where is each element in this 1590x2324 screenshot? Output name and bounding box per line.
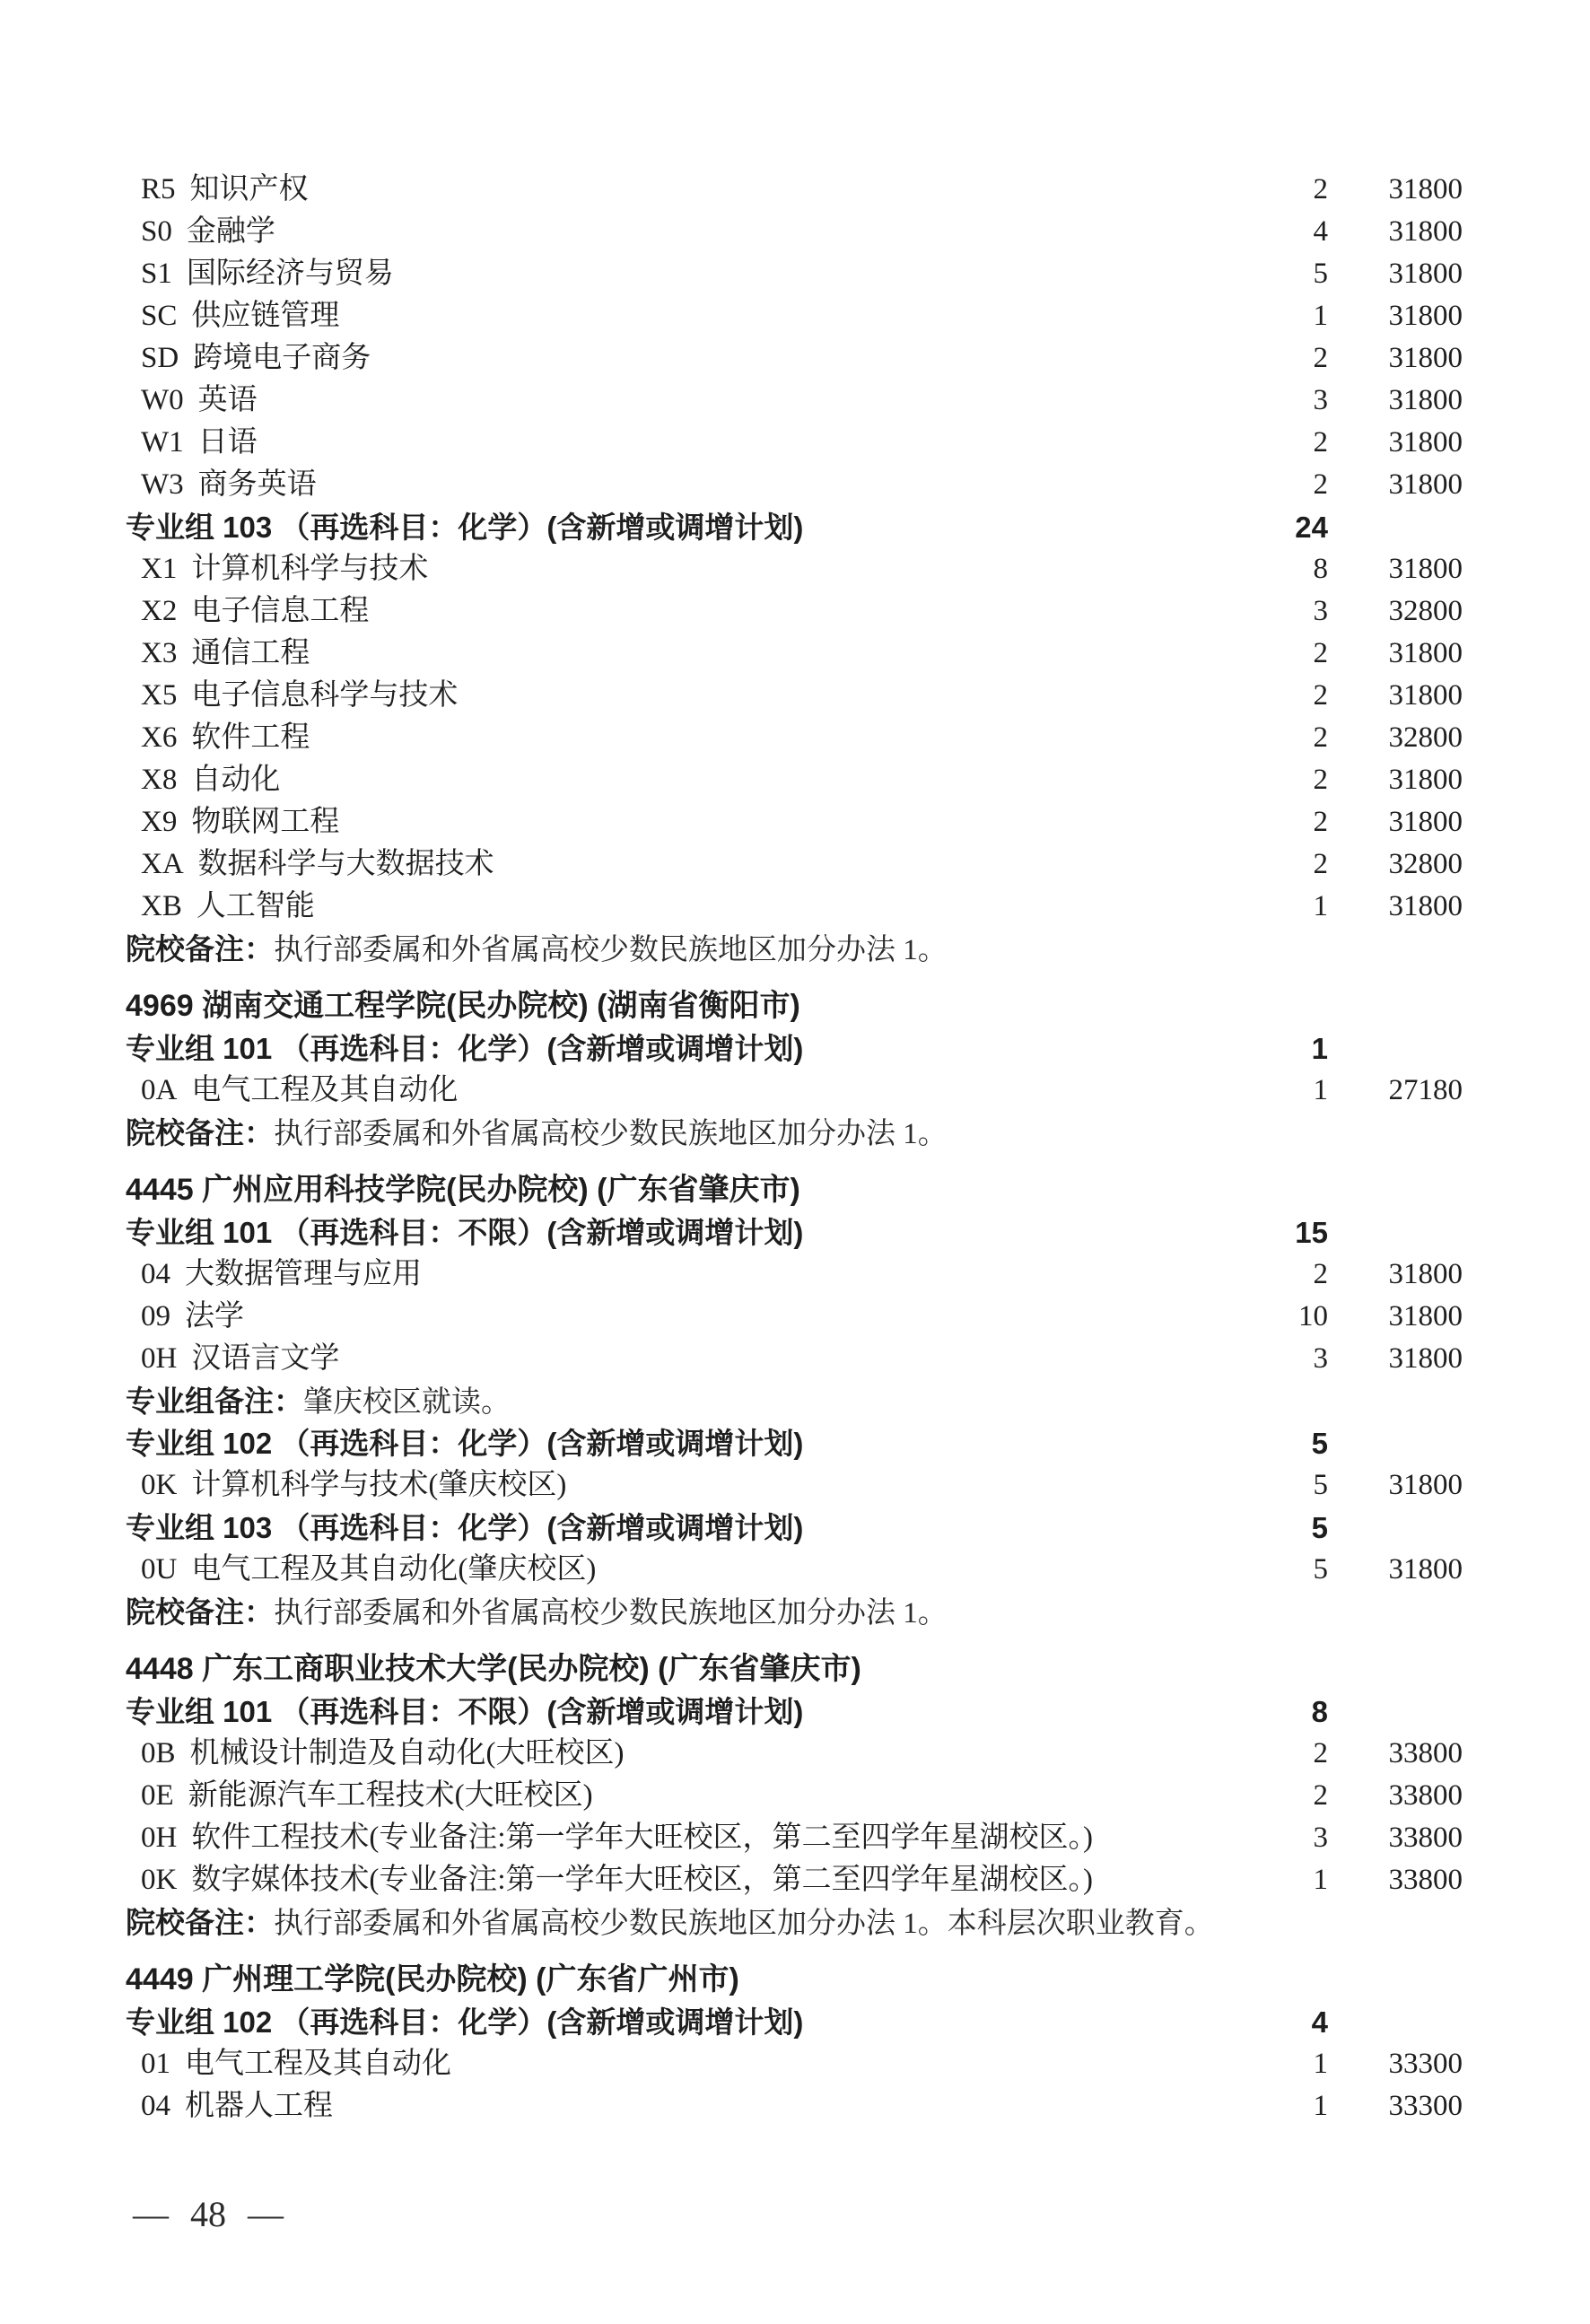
table-row-note	[0, 928, 1590, 970]
major-code: 01	[141, 2048, 170, 2080]
table-row-group	[0, 2001, 1590, 2043]
plan-count: 24	[1295, 511, 1328, 544]
plan-count: 5	[1313, 258, 1328, 290]
row-main-cell	[126, 1549, 1193, 1591]
table-row-major	[0, 1859, 1590, 1901]
note-label: 院校备注：	[126, 1116, 274, 1149]
row-main-cell	[126, 2085, 1193, 2127]
note-text: 执行部委属和外省属高校少数民族地区加分办法 1。	[274, 934, 948, 966]
major-code: 0U	[141, 1553, 178, 1586]
plan-count: 8	[1311, 1695, 1328, 1728]
row-main-cell	[126, 1733, 1193, 1775]
tuition-fee: 31800	[1388, 553, 1463, 585]
row-main-cell	[126, 1901, 1214, 1945]
plan-count: 2	[1313, 764, 1328, 796]
table-row-major	[0, 1070, 1590, 1112]
table-row-major	[0, 1817, 1590, 1859]
row-main-cell	[126, 464, 1193, 506]
tuition-fee: 33800	[1388, 1737, 1463, 1769]
plan-count: 2	[1313, 173, 1328, 205]
table-row-major	[0, 717, 1590, 759]
major-name: 英语	[197, 384, 258, 416]
major-code: X9	[141, 806, 178, 838]
tuition-fee: 31800	[1388, 637, 1463, 669]
table-row-major	[0, 1338, 1590, 1380]
row-main-cell	[126, 1464, 1193, 1507]
major-name: 知识产权	[189, 173, 309, 205]
row-main-cell	[126, 1691, 1193, 1733]
major-name: 电气工程及其自动化(肇庆校区)	[191, 1553, 597, 1586]
note-label: 院校备注：	[126, 1906, 274, 1939]
row-main-cell	[126, 1648, 1193, 1691]
plan-count: 1	[1313, 890, 1328, 922]
major-code: 0A	[141, 1074, 178, 1106]
table-row-school	[0, 1959, 1590, 2001]
row-main-cell	[126, 1775, 1193, 1817]
tuition-fee: 31800	[1388, 426, 1463, 459]
tuition-fee: 32800	[1388, 721, 1463, 754]
major-code: 04	[141, 1258, 170, 1290]
note-label: 专业组备注：	[126, 1385, 303, 1418]
row-main-cell	[126, 169, 1193, 211]
note-text: 执行部委属和外省属高校少数民族地区加分办法 1。本科层次职业教育。	[274, 1908, 1214, 1940]
major-code: S0	[141, 215, 172, 248]
table-row-major	[0, 548, 1590, 590]
tuition-fee: 31800	[1388, 890, 1463, 922]
major-name: 数据科学与大数据技术	[197, 848, 494, 880]
plan-count: 15	[1295, 1216, 1328, 1249]
school-header: 4969 湖南交通工程学院(民办院校) (湖南省衡阳市)	[126, 989, 800, 1023]
plan-count: 1	[1313, 2048, 1328, 2080]
tuition-fee: 31800	[1388, 1258, 1463, 1290]
plan-table	[0, 169, 1590, 2127]
major-name: 汉语言文学	[191, 1342, 340, 1375]
major-code: X3	[141, 637, 178, 669]
major-name: 自动化	[191, 764, 281, 796]
table-row-major	[0, 1254, 1590, 1296]
tuition-fee: 31800	[1388, 384, 1463, 416]
tuition-fee: 31800	[1388, 1342, 1463, 1375]
major-group-header: 专业组 101 （再选科目：化学）(含新增或调增计划)	[126, 1032, 804, 1065]
plan-count: 4	[1313, 215, 1328, 248]
footer-dash-right: —	[248, 2194, 284, 2234]
tuition-fee: 32800	[1388, 595, 1463, 627]
major-name: 新能源汽车工程技术(大旺校区)	[188, 1779, 593, 1812]
page-footer	[133, 2188, 284, 2241]
major-name: 商务英语	[197, 468, 317, 501]
major-name: 机械设计制造及自动化(大旺校区)	[189, 1737, 625, 1769]
table-row-major	[0, 169, 1590, 211]
plan-count: 4	[1311, 2005, 1328, 2039]
plan-count: 5	[1313, 1469, 1328, 1501]
major-code: SC	[141, 300, 178, 332]
plan-count: 8	[1313, 553, 1328, 585]
plan-count: 5	[1313, 1553, 1328, 1586]
row-main-cell	[126, 295, 1193, 337]
major-name: 计算机科学与技术	[191, 553, 429, 585]
row-main-cell	[126, 1380, 1193, 1424]
table-row-major	[0, 1775, 1590, 1817]
tuition-fee: 27180	[1388, 1074, 1463, 1106]
table-row-group	[0, 1211, 1590, 1254]
row-main-cell	[126, 675, 1193, 717]
table-row-group	[0, 1507, 1590, 1549]
tuition-fee: 31800	[1388, 215, 1463, 248]
table-row-major	[0, 1296, 1590, 1338]
major-code: X2	[141, 595, 178, 627]
plan-count: 1	[1313, 1074, 1328, 1106]
major-name: 软件工程技术(专业备注:第一学年大旺校区，第二至四学年星湖校区。)	[191, 1822, 1093, 1854]
tuition-fee: 31800	[1388, 1469, 1463, 1501]
tuition-fee: 33800	[1388, 1779, 1463, 1812]
table-row-major	[0, 759, 1590, 801]
row-main-cell	[126, 506, 1193, 548]
major-code: SD	[141, 342, 179, 374]
row-main-cell	[126, 928, 1193, 972]
major-name: 电子信息科学与技术	[191, 679, 459, 712]
table-row-major	[0, 675, 1590, 717]
table-row-major	[0, 801, 1590, 843]
row-main-cell	[126, 633, 1193, 675]
major-code: X1	[141, 553, 178, 585]
tuition-fee: 33300	[1388, 2090, 1463, 2122]
table-row-major	[0, 464, 1590, 506]
table-row-major	[0, 2085, 1590, 2127]
plan-count: 2	[1313, 1737, 1328, 1769]
table-row-group	[0, 506, 1590, 548]
tuition-fee: 33800	[1388, 1822, 1463, 1854]
table-row-major	[0, 337, 1590, 380]
tuition-fee: 31800	[1388, 258, 1463, 290]
row-main-cell	[126, 801, 1193, 843]
plan-count: 3	[1313, 1342, 1328, 1375]
major-code: X5	[141, 679, 178, 712]
row-main-cell	[126, 1070, 1193, 1112]
major-group-header: 专业组 101 （再选科目：不限）(含新增或调增计划)	[126, 1695, 804, 1728]
note-text: 执行部委属和外省属高校少数民族地区加分办法 1。	[274, 1597, 948, 1629]
major-code: XA	[141, 848, 184, 880]
table-row-major	[0, 1464, 1590, 1507]
major-code: X6	[141, 721, 178, 754]
plan-count: 2	[1313, 721, 1328, 754]
page-number: 48	[190, 2194, 226, 2234]
plan-count: 2	[1313, 342, 1328, 374]
major-name: 电气工程及其自动化	[191, 1074, 459, 1106]
table-row-group	[0, 1027, 1590, 1070]
table-row-major	[0, 380, 1590, 422]
major-group-header: 专业组 103 （再选科目：化学）(含新增或调增计划)	[126, 511, 804, 544]
tuition-fee: 31800	[1388, 1300, 1463, 1332]
major-group-header: 专业组 102 （再选科目：化学）(含新增或调增计划)	[126, 1427, 804, 1460]
row-main-cell	[126, 1507, 1193, 1549]
note-text: 肇庆校区就读。	[303, 1386, 511, 1419]
row-main-cell	[126, 1959, 1193, 2001]
major-code: 0K	[141, 1864, 178, 1896]
tuition-fee: 31800	[1388, 468, 1463, 501]
tuition-fee: 31800	[1388, 764, 1463, 796]
note-label: 院校备注：	[126, 1595, 274, 1629]
plan-count: 2	[1313, 806, 1328, 838]
major-code: 04	[141, 2090, 170, 2122]
major-group-header: 专业组 101 （再选科目：不限）(含新增或调增计划)	[126, 1216, 804, 1249]
footer-dash-left: —	[133, 2194, 169, 2234]
major-code: W3	[141, 468, 184, 501]
row-main-cell	[126, 590, 1193, 633]
major-name: 人工智能	[196, 890, 315, 922]
row-main-cell	[126, 1254, 1193, 1296]
row-main-cell	[126, 1591, 1193, 1635]
table-row-school	[0, 985, 1590, 1027]
table-row-group_note	[0, 1380, 1590, 1422]
row-main-cell	[126, 548, 1193, 590]
row-main-cell	[126, 886, 1193, 928]
row-main-cell	[126, 1112, 1193, 1156]
row-main-cell	[126, 1296, 1193, 1338]
plan-count: 3	[1313, 1822, 1328, 1854]
row-main-cell	[126, 2043, 1193, 2085]
major-code: S1	[141, 258, 172, 290]
plan-count: 1	[1313, 1864, 1328, 1896]
table-row-school	[0, 1169, 1590, 1211]
plan-count: 3	[1313, 384, 1328, 416]
row-main-cell	[126, 211, 1193, 253]
major-name: 金融学	[186, 215, 275, 248]
major-code: W1	[141, 426, 184, 459]
tuition-fee: 33300	[1388, 2048, 1463, 2080]
plan-count: 2	[1313, 679, 1328, 712]
major-code: 0K	[141, 1469, 178, 1501]
row-main-cell	[126, 380, 1193, 422]
note-label: 院校备注：	[126, 932, 274, 965]
note-text: 执行部委属和外省属高校少数民族地区加分办法 1。	[274, 1118, 948, 1150]
table-row-note	[0, 1901, 1590, 1944]
school-header: 4445 广州应用科技学院(民办院校) (广东省肇庆市)	[126, 1173, 800, 1207]
row-main-cell	[126, 422, 1193, 464]
table-row-major	[0, 1549, 1590, 1591]
major-name: 大数据管理与应用	[185, 1258, 422, 1290]
plan-count: 3	[1313, 595, 1328, 627]
plan-count: 2	[1313, 848, 1328, 880]
row-main-cell	[126, 1338, 1193, 1380]
row-main-cell	[126, 1422, 1193, 1464]
table-row-major	[0, 2043, 1590, 2085]
row-main-cell	[126, 843, 1193, 886]
tuition-fee: 33800	[1388, 1864, 1463, 1896]
major-code: 09	[141, 1300, 170, 1332]
table-row-major	[0, 211, 1590, 253]
major-code: 0B	[141, 1737, 176, 1769]
major-name: 计算机科学与技术(肇庆校区)	[191, 1469, 567, 1501]
row-main-cell	[126, 1169, 1193, 1211]
plan-count: 1	[1313, 2090, 1328, 2122]
table-row-major	[0, 253, 1590, 295]
plan-count: 2	[1313, 426, 1328, 459]
row-main-cell	[126, 1211, 1193, 1254]
major-group-header: 专业组 102 （再选科目：化学）(含新增或调增计划)	[126, 2005, 804, 2039]
table-row-group	[0, 1422, 1590, 1464]
plan-count: 1	[1313, 300, 1328, 332]
major-code: 0H	[141, 1822, 178, 1854]
row-main-cell	[126, 1817, 1193, 1859]
major-name: 日语	[197, 426, 258, 459]
major-name: 物联网工程	[191, 806, 340, 838]
tuition-fee: 32800	[1388, 848, 1463, 880]
school-header: 4448 广东工商职业技术大学(民办院校) (广东省肇庆市)	[126, 1652, 861, 1686]
major-code: 0H	[141, 1342, 178, 1375]
major-name: 软件工程	[191, 721, 310, 754]
plan-count: 5	[1311, 1427, 1328, 1460]
table-row-note	[0, 1112, 1590, 1154]
major-name: 机器人工程	[185, 2090, 333, 2122]
table-row-major	[0, 886, 1590, 928]
table-row-school	[0, 1648, 1590, 1691]
plan-count: 2	[1313, 1779, 1328, 1812]
major-name: 电子信息工程	[191, 595, 370, 627]
table-row-major	[0, 590, 1590, 633]
tuition-fee: 31800	[1388, 679, 1463, 712]
tuition-fee: 31800	[1388, 1553, 1463, 1586]
major-code: W0	[141, 384, 184, 416]
tuition-fee: 31800	[1388, 173, 1463, 205]
major-code: R5	[141, 173, 176, 205]
table-row-major	[0, 295, 1590, 337]
plan-count: 1	[1311, 1032, 1328, 1065]
major-code: X8	[141, 764, 178, 796]
major-name: 电气工程及其自动化	[185, 2048, 451, 2080]
table-row-major	[0, 422, 1590, 464]
table-row-major	[0, 633, 1590, 675]
tuition-fee: 31800	[1388, 300, 1463, 332]
row-main-cell	[126, 2001, 1193, 2043]
plan-count: 2	[1313, 637, 1328, 669]
row-main-cell	[126, 253, 1193, 295]
plan-count: 5	[1311, 1511, 1328, 1544]
major-code: 0E	[141, 1779, 174, 1812]
plan-count: 2	[1313, 1258, 1328, 1290]
major-name: 跨境电子商务	[193, 342, 371, 374]
major-name: 国际经济与贸易	[186, 258, 394, 290]
row-main-cell	[126, 759, 1193, 801]
row-main-cell	[126, 717, 1193, 759]
major-group-header: 专业组 103 （再选科目：化学）(含新增或调增计划)	[126, 1511, 804, 1544]
table-row-group	[0, 1691, 1590, 1733]
major-code: XB	[141, 890, 182, 922]
plan-count: 2	[1313, 468, 1328, 501]
table-row-note	[0, 1591, 1590, 1633]
row-main-cell	[126, 337, 1193, 380]
row-main-cell	[126, 1859, 1193, 1901]
table-row-major	[0, 1733, 1590, 1775]
row-main-cell	[126, 985, 1193, 1027]
table-row-major	[0, 843, 1590, 886]
row-main-cell	[126, 1027, 1193, 1070]
school-header: 4449 广州理工学院(民办院校) (广东省广州市)	[126, 1962, 739, 1996]
major-name: 法学	[185, 1300, 244, 1332]
major-name: 数字媒体技术(专业备注:第一学年大旺校区，第二至四学年星湖校区。)	[191, 1864, 1093, 1896]
major-name: 通信工程	[191, 637, 310, 669]
major-name: 供应链管理	[191, 300, 340, 332]
plan-count: 10	[1298, 1300, 1328, 1332]
tuition-fee: 31800	[1388, 806, 1463, 838]
tuition-fee: 31800	[1388, 342, 1463, 374]
